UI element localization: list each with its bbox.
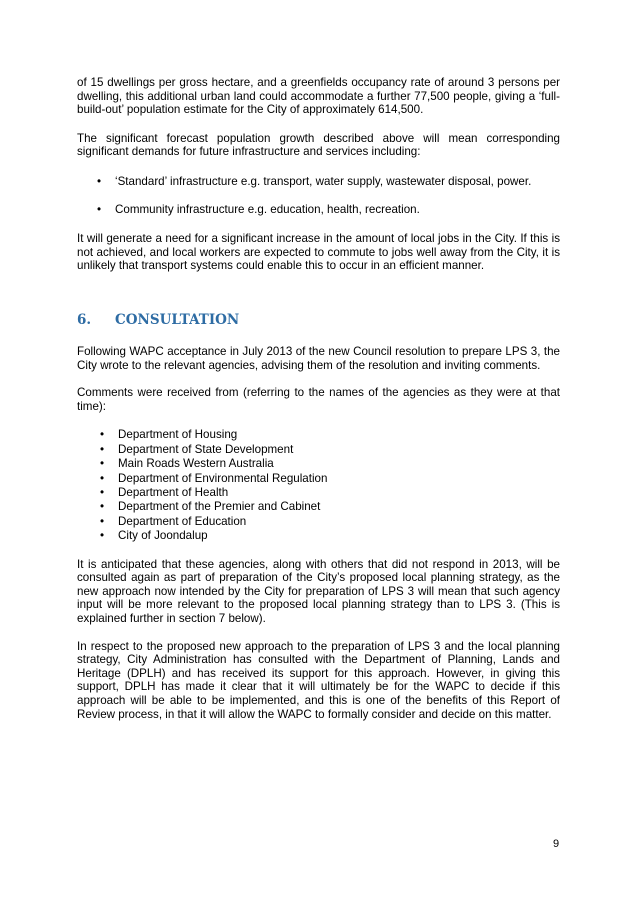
section-number: 6. <box>77 311 92 328</box>
page-number: 9 <box>553 838 560 850</box>
list-item: • Department of Health <box>77 486 560 500</box>
section-heading <box>77 311 560 329</box>
paragraph-consultation-anticipated: It is anticipated that these agencies, along with others that did not respond in 2013, will be consulted again as part of preparation of the City’s proposed local planning strategy, as the new approach now intended by the City for preparation of LPS 3 will mean that such agency input will be more relevant to the proposed local planning strategy than to LPS 3. (This is explained further in section 7 below). <box>77 557 560 625</box>
paragraph-comments-received: Comments were received from (referring to the names of the agencies as they were at that time): <box>77 386 560 413</box>
paragraph-wapc-acceptance: Following WAPC acceptance in July 2013 of the new Council resolution to prepare LPS 3, the City wrote to the relevant agencies, advising them of the resolution and inviting comments. <box>77 344 560 372</box>
paragraph-local-jobs: It will generate a need for a significant increase in the amount of local jobs in the City. If this is not achieved, and local workers are expected to commute to jobs well away from the City, it is unlikely that transport systems could enable this to occur in an efficient manner. <box>77 232 560 273</box>
list-item: • City of Joondalup <box>77 529 560 543</box>
list-item: • Main Roads Western Australia <box>77 457 560 471</box>
list-item: • Community infrastructure e.g. education, health, recreation. <box>77 203 560 217</box>
agency-list <box>77 428 560 543</box>
infrastructure-list <box>77 175 560 216</box>
list-item: • Department of Education <box>77 515 560 529</box>
paragraph-new-approach: In respect to the proposed new approach to the preparation of LPS 3 and the local planning strategy, City Administration has consulted with the Department of Planning, Lands and Heritage (DPLH) and has received its support for this approach. However, in giving this support, DPLH has made it clear that it will ultimately be for the WAPC to decide if this approach will be able to be implemented, and this is one of the benefits of this Report of Review process, in that it will allow the WAPC to formally consider and decide on this matter. <box>77 639 560 721</box>
list-item: • Department of the Premier and Cabinet <box>77 500 560 514</box>
list-item: • Department of Housing <box>77 428 560 442</box>
list-item: • Department of State Development <box>77 443 560 457</box>
document-page <box>77 76 560 721</box>
paragraph-population-estimate: of 15 dwellings per gross hectare, and a greenfields occupancy rate of around 3 persons per dwelling, this additional urban land could accommodate a further 77,500 people, giving a ‘full-build-out’ population estimate for the City of approximately 614,500. <box>77 76 560 117</box>
list-item: • ‘Standard’ infrastructure e.g. transport, water supply, wastewater disposal, power. <box>77 175 560 189</box>
paragraph-infrastructure-demand: The significant forecast population growth described above will mean corresponding significant demands for future infrastructure and services including: <box>77 131 560 159</box>
section-title: CONSULTATION <box>115 311 240 328</box>
list-item: • Department of Environmental Regulation <box>77 472 560 486</box>
